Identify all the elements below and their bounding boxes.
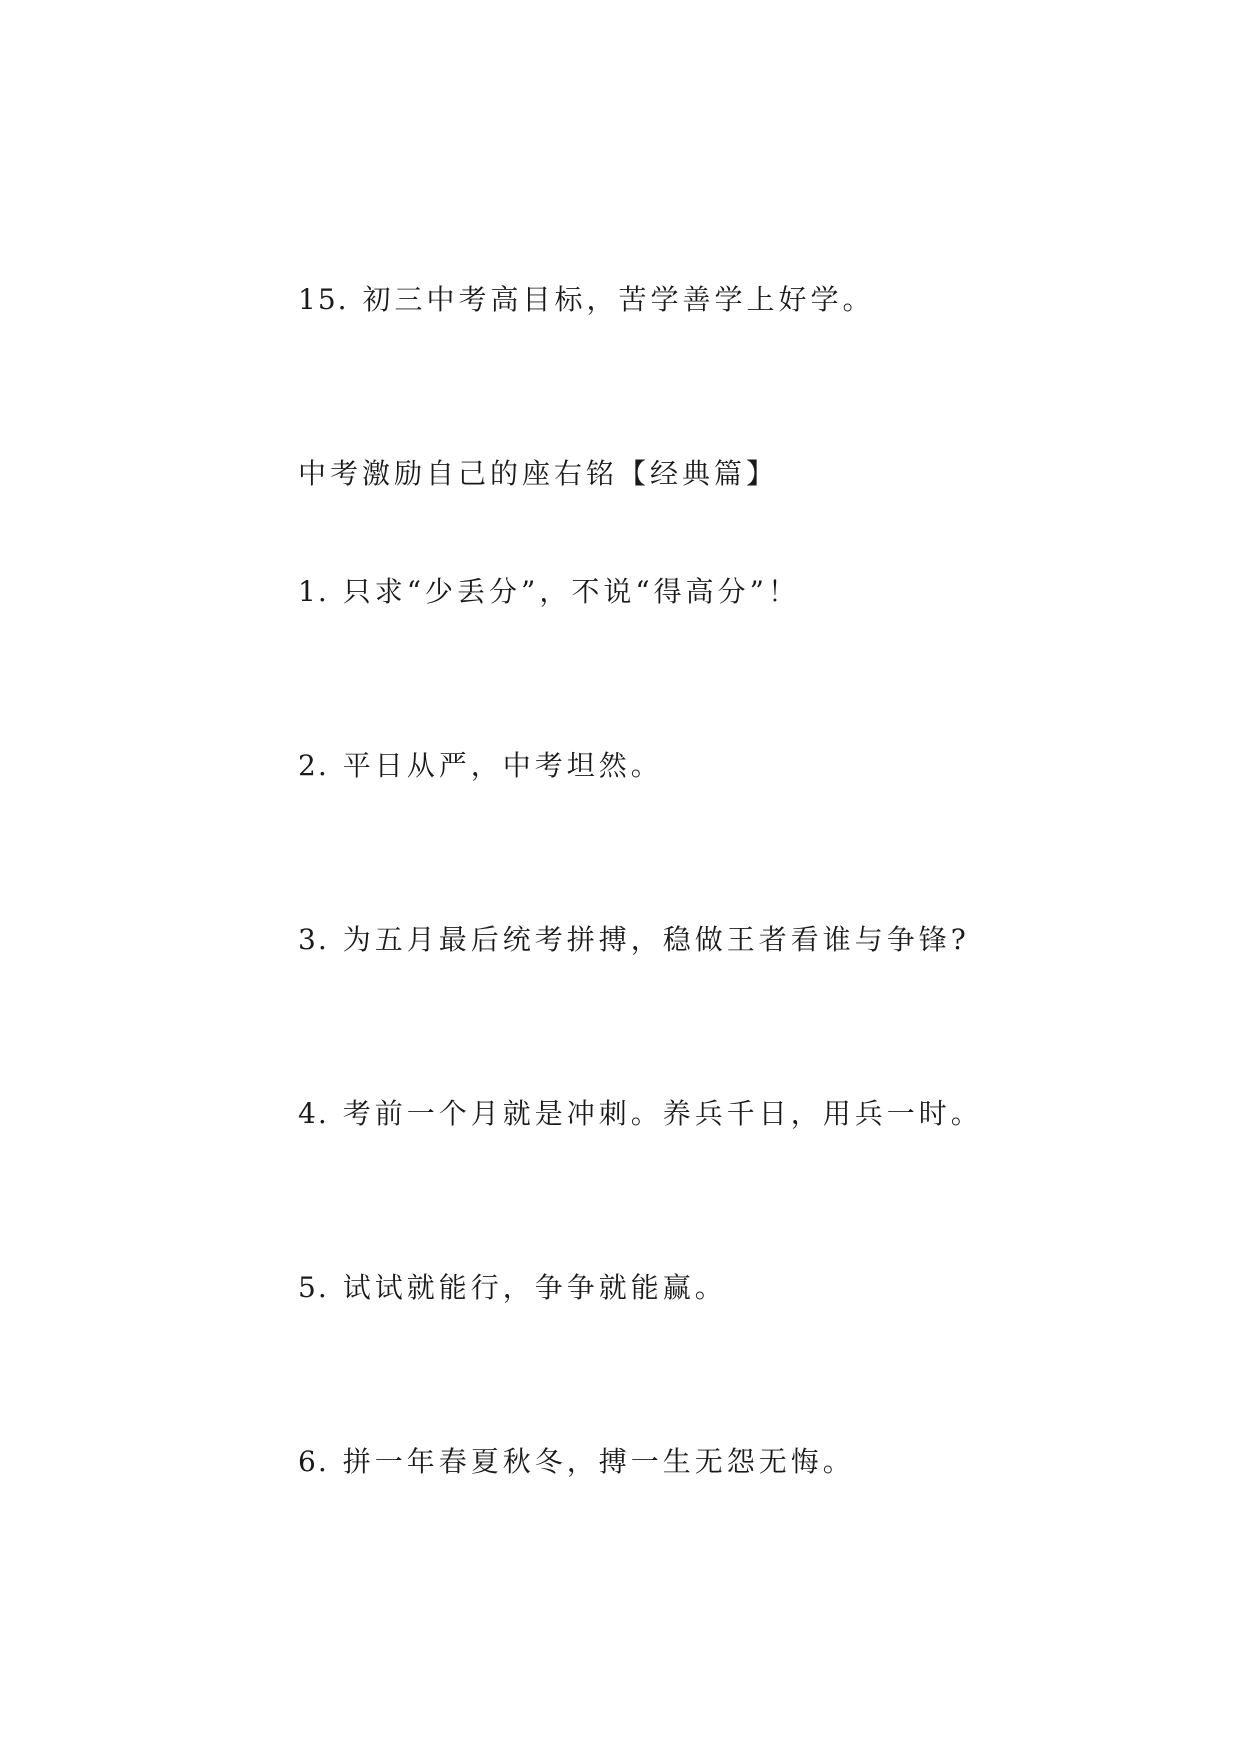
item-text: 平日从严，中考坦然。 bbox=[342, 749, 663, 782]
item-text: 拼一年春夏秋冬，搏一生无怨无悔。 bbox=[342, 1445, 855, 1478]
list-item-4 bbox=[298, 1096, 983, 1132]
list-item-2 bbox=[298, 748, 663, 784]
list-item-6 bbox=[298, 1444, 855, 1480]
item-number: 3. bbox=[298, 923, 329, 956]
item-number: 6. bbox=[298, 1445, 329, 1478]
item-text: 为五月最后统考拼搏，稳做王者看谁与争锋? bbox=[342, 923, 970, 956]
list-item-1 bbox=[298, 574, 800, 610]
list-item-15 bbox=[298, 282, 875, 318]
item-number: 5. bbox=[298, 1271, 329, 1304]
item-number: 15. bbox=[298, 283, 349, 316]
section-heading: 中考激励自己的座右铭【经典篇】 bbox=[298, 457, 779, 490]
item-number: 2. bbox=[298, 749, 329, 782]
item-text: 只求“少丢分”，不说“得高分”！ bbox=[342, 575, 800, 608]
item-text: 考前一个月就是冲刺。养兵千日，用兵一时。 bbox=[342, 1097, 983, 1130]
item-number: 1. bbox=[298, 575, 329, 608]
list-item-5 bbox=[298, 1270, 727, 1306]
item-text: 试试就能行，争争就能赢。 bbox=[342, 1271, 727, 1304]
item-text: 初三中考高目标，苦学善学上好学。 bbox=[362, 283, 875, 316]
item-number: 4. bbox=[298, 1097, 329, 1130]
list-item-3 bbox=[298, 922, 970, 958]
